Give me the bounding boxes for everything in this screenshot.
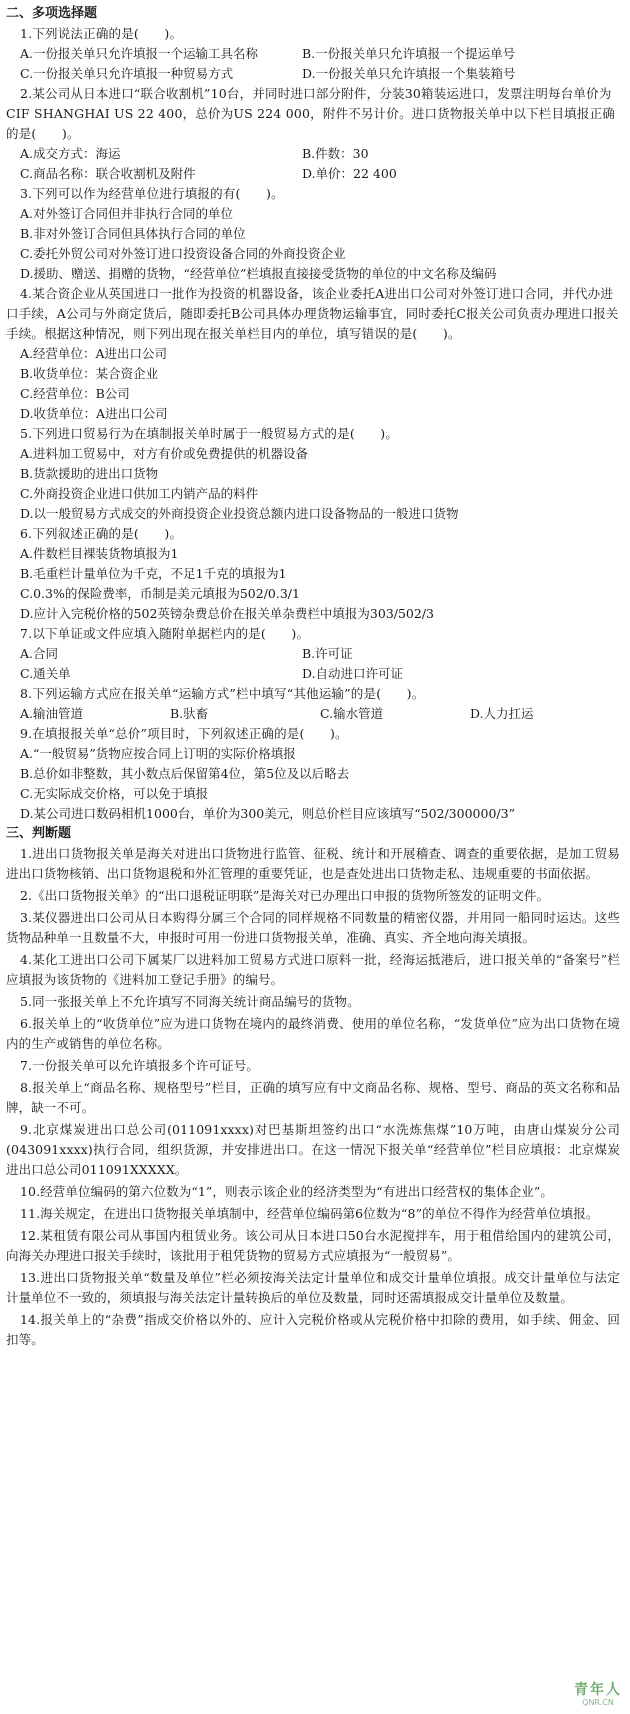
question-item [6, 524, 620, 624]
answer-option: A.对外签订合同但并非执行合同的单位 [20, 206, 234, 221]
question-item [6, 84, 620, 184]
question-item [6, 24, 620, 84]
section-title-multiple-choice: 二、多项选择题 [6, 6, 98, 21]
answer-option: D.单价：22 400 [302, 166, 397, 181]
question-item [6, 184, 620, 284]
answer-option: D.自动进口许可证 [302, 666, 404, 681]
multiple-choice-list [6, 24, 620, 824]
answer-option-row [6, 164, 620, 184]
question-item [6, 684, 620, 724]
question-item [6, 284, 620, 424]
true-false-list [6, 844, 620, 1350]
answer-option: D.应计入完税价格的502英镑杂费总价在报关单杂费栏中填报为303/502/3 [20, 606, 435, 621]
answer-option: D.某公司进口数码相机1000台，单价为300美元，则总价栏目应该填写“502/300000/3” [20, 806, 515, 821]
answer-option: C.一份报关单只允许填报一种贸易方式 [20, 66, 234, 81]
watermark-domain: QNR.CN [582, 1698, 614, 1707]
answer-option: B.许可证 [302, 646, 353, 661]
answer-option: C.无实际成交价格，可以免于填报 [20, 786, 209, 801]
watermark-logo [574, 1682, 622, 1708]
question-item [6, 424, 620, 524]
answer-option-row [6, 704, 620, 724]
answer-option: D.一份报关单只允许填报一个集装箱号 [302, 66, 516, 81]
answer-option: A.合同 [20, 646, 59, 661]
answer-option: C.通关单 [20, 666, 71, 681]
answer-option-row [6, 64, 620, 84]
question-stem: 7.以下单证或文件应填入随附单据栏内的是( )。 [20, 626, 310, 641]
answer-option: A.件数栏目裸装货物填报为1 [20, 546, 179, 561]
question-stem: 1.下列说法正确的是( )。 [20, 26, 183, 41]
answer-option: B.驮畜 [170, 706, 209, 721]
true-false-statement: 6.报关单上的“收货单位”应为进口货物在境内的最终消费、使用的单位名称，“发货单位”应为出口货物在境内的生产或销售的单位名称。 [6, 1016, 620, 1051]
answer-option: B.收货单位：某合资企业 [20, 366, 159, 381]
answer-option-row [6, 644, 620, 664]
question-item [6, 724, 620, 824]
answer-option: B.货款援助的进出口货物 [20, 466, 159, 481]
true-false-statement: 2.《出口货物报关单》的“出口退税证明联”是海关对已办理出口申报的货物所签发的证明文件。 [20, 888, 550, 903]
section-title-true-false: 三、判断题 [6, 826, 72, 841]
answer-option-row [6, 664, 620, 684]
true-false-statement: 4.某化工进出口公司下属某厂以进料加工贸易方式进口原料一批，经海运抵港后，进口报关单的“备案号”栏应填报为该货物的《进料加工登记手册》的编号。 [6, 952, 620, 987]
answer-option-row [6, 144, 620, 164]
answer-option: A.输油管道 [20, 706, 84, 721]
true-false-statement: 5.同一张报关单上不允许填写不同海关统计商品编号的货物。 [20, 994, 360, 1009]
answer-option: C.商品名称：联合收割机及附件 [20, 166, 196, 181]
true-false-statement: 3.某仪器进出口公司从日本购得分属三个合同的同样规格不同数量的精密仪器，并用同一船同时运达。这些货物品种单一且数量不大，申报时可用一份进口货物报关单，准确、真实、齐全地向海关填报。 [6, 910, 620, 945]
question-stem: 9.在填报报关单“总价”项目时，下列叙述正确的是( )。 [20, 726, 348, 741]
question-stem: 2.某公司从日本进口“联合收割机”10台，并同时进口部分附件，分装30箱装运进口，发票注明每台单价为CIF SHANGHAI US 22 400，总价为US 224 000，附件不另计价。进口货物报关单中以下栏目填报正确的是( )。 [6, 86, 615, 141]
question-stem: 3.下列可以作为经营单位进行填报的有( )。 [20, 186, 284, 201]
answer-option: D.以一般贸易方式成交的外商投资企业投资总额内进口设备物品的一般进口货物 [20, 506, 459, 521]
true-false-statement: 11.海关规定，在进出口货物报关单填制中，经营单位编码第6位数为“8”的单位不得作为经营单位填报。 [20, 1206, 599, 1221]
true-false-statement: 14.报关单上的“杂费”指成交价格以外的、应计入完税价格或从完税价格中扣除的费用，如手续、佣金、回扣等。 [6, 1312, 620, 1347]
true-false-statement: 12.某租赁有限公司从事国内租赁业务。该公司从日本进口50台水泥搅拌车，用于租借给国内的建筑公司，向海关办理进口报关手续时，该批用于租凭货物的贸易方式应填报为“一般贸易”。 [6, 1228, 620, 1263]
question-stem: 8.下列运输方式应在报关单“运输方式”栏中填写“其他运输”的是( )。 [20, 686, 425, 701]
answer-option: B.一份报关单只允许填报一个提运单号 [302, 46, 516, 61]
true-false-statement: 13.进出口货物报关单“数量及单位”栏必须按海关法定计量单位和成交计量单位填报。成交计量单位与法定计量单位不一致的，须填报与海关法定计量转换后的单位及数量，同时还需填报成交计量单位及数量。 [6, 1270, 620, 1305]
answer-option: D.收货单位：A进出口公司 [20, 406, 168, 421]
true-false-statement: 10.经营单位编码的第六位数为“1”，则表示该企业的经济类型为“有进出口经营权的集体企业”。 [20, 1184, 553, 1199]
answer-option: C.委托外贸公司对外签订进口投资设备合同的外商投资企业 [20, 246, 346, 261]
question-stem: 4.某合资企业从英国进口一批作为投资的机器设备，该企业委托A进出口公司对外签订进口合同，并代办进口手续，A公司与外商定货后，随即委托B公司具体办理货物运输事宜，同时委托C报关公司负责办理进口报关手续。根据这种情况，则下列出现在报关单栏目内的单位，填写错误的是( )。 [6, 286, 619, 341]
true-false-statement: 7.一份报关单可以允许填报多个许可证号。 [20, 1058, 259, 1073]
answer-option: B.件数：30 [302, 146, 369, 161]
true-false-statement: 8.报关单上“商品名称、规格型号”栏目，正确的填写应有中文商品名称、规格、型号、商品的英文名称和品牌，缺一不可。 [6, 1080, 620, 1115]
true-false-statement: 1.进出口货物报关单是海关对进出口货物进行监管、征税、统计和开展稽查、调查的重要依据，是加工贸易进出口货物核销、出口货物退税和外汇管理的重要凭证，也是查处进出口货物走私、违规重要的书面依据。 [6, 846, 620, 881]
answer-option: C.外商投资企业进口供加工内销产品的料件 [20, 486, 259, 501]
answer-option-row [6, 44, 620, 64]
answer-option: C.0.3%的保险费率，币制是美元填报为502/0.3/1 [20, 586, 300, 601]
answer-option: B.总价如非整数，其小数点后保留第4位，第5位及以后略去 [20, 766, 350, 781]
answer-option: A.一份报关单只允许填报一个运输工具名称 [20, 46, 259, 61]
true-false-statement: 9.北京煤炭进出口总公司(011091xxxx)对巴基斯坦签约出口“水洗炼焦煤”10万吨，由唐山煤炭分公司(043091xxxx)执行合同，组织货源，并安排进出口。在这一情况下报关单“经营单位”栏目应填报：北京煤炭进出口总公司011091XXXXX。 [6, 1122, 620, 1177]
answer-option: C.输水管道 [320, 706, 384, 721]
answer-option: A.进料加工贸易中，对方有价或免费提供的机器设备 [20, 446, 309, 461]
answer-option: A.经营单位：A进出口公司 [20, 346, 168, 361]
question-item [6, 624, 620, 684]
answer-option: B.毛重栏计量单位为千克，不足1千克的填报为1 [20, 566, 287, 581]
answer-option: C.经营单位：B公司 [20, 386, 130, 401]
question-stem: 6.下列叙述正确的是( )。 [20, 526, 183, 541]
question-stem: 5.下列进口贸易行为在填制报关单时属于一般贸易方式的是( )。 [20, 426, 399, 441]
answer-option: B.非对外签订合同但具体执行合同的单位 [20, 226, 246, 241]
answer-option: A.成交方式：海运 [20, 146, 121, 161]
watermark-text: 青年人 [574, 1682, 622, 1698]
answer-option: A.“一般贸易”货物应按合同上订明的实际价格填报 [20, 746, 296, 761]
answer-option: D.人力扛运 [470, 706, 534, 721]
answer-option: D.援助、赠送、捐赠的货物，“经营单位”栏填报直接接受货物的单位的中文名称及编码 [20, 266, 497, 281]
